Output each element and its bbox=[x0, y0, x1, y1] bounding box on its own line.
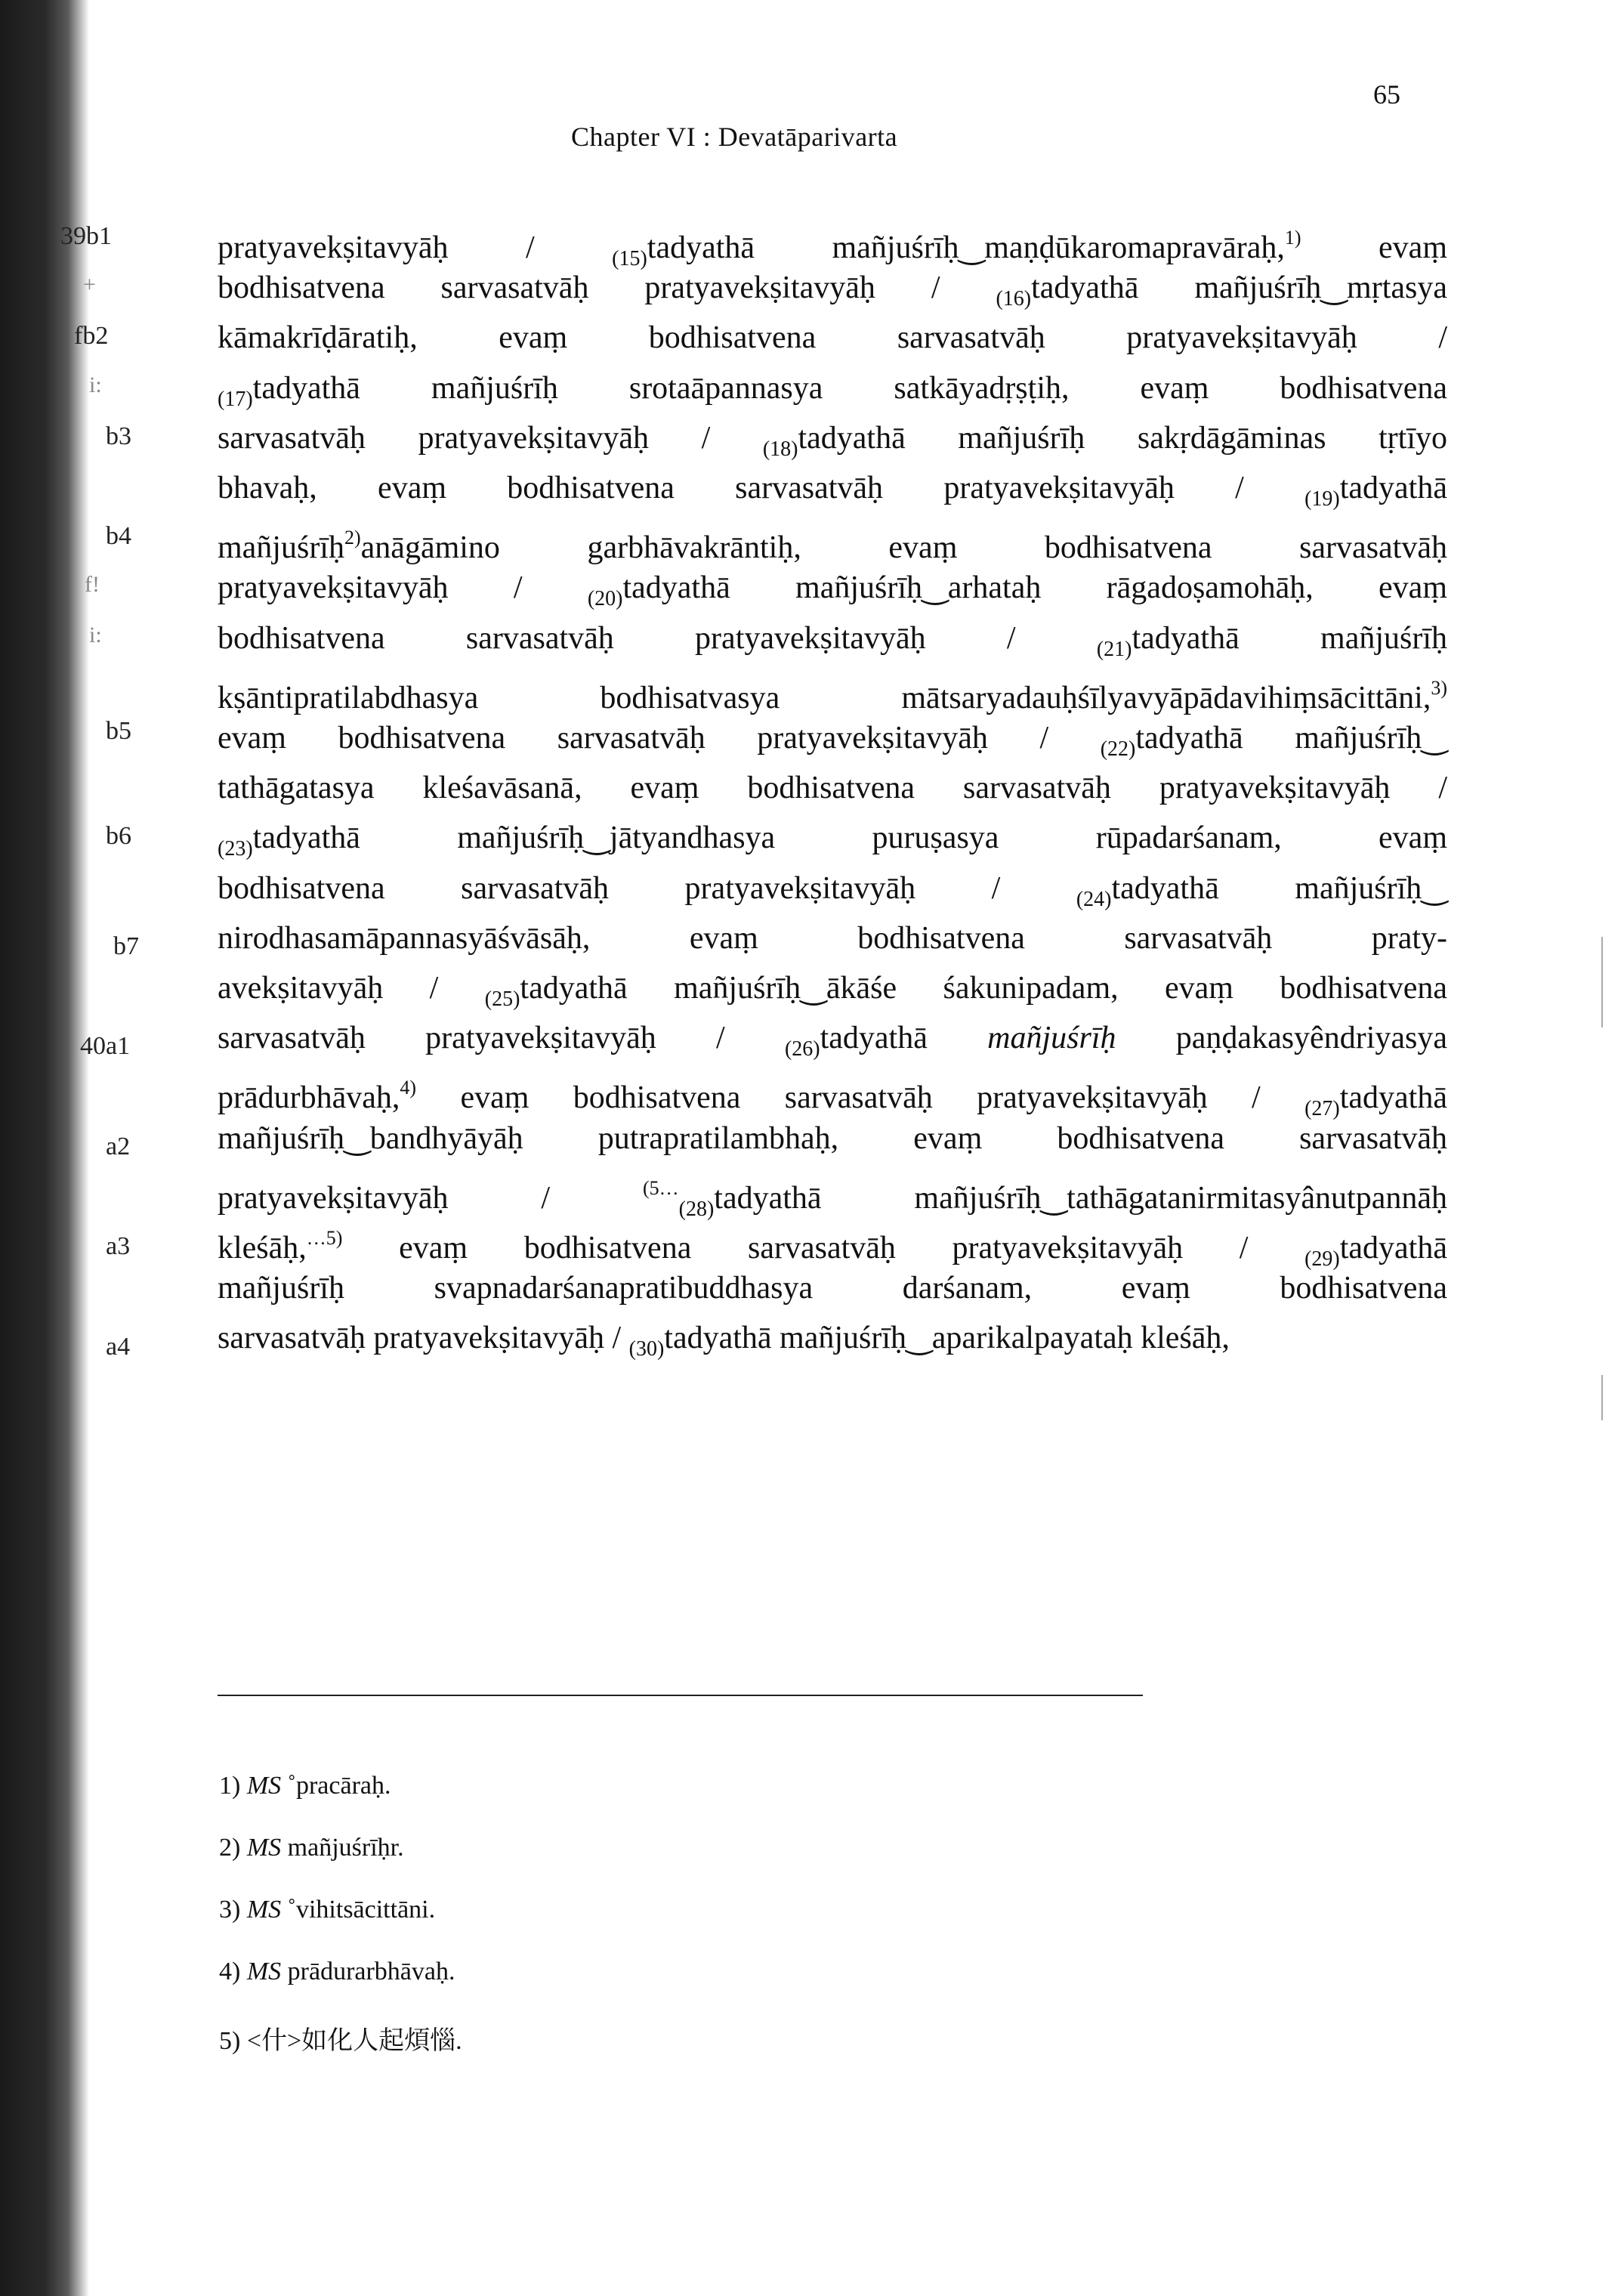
text-line bbox=[218, 469, 1447, 518]
footnote bbox=[219, 1834, 404, 1862]
text-segment: avekṣitavyāḥ / bbox=[218, 971, 485, 1006]
footnote-ref: 3) bbox=[1431, 676, 1447, 699]
text-segment: bodhisatvena sarvasatvāḥ pratyavekṣitavyāḥ / bbox=[218, 870, 1076, 906]
text-line bbox=[218, 870, 1447, 919]
text-segment: tadyathā mañjuśrīḥ bbox=[1132, 620, 1447, 656]
text-line bbox=[218, 569, 1447, 618]
text-segment: prādurbhāvaḥ, bbox=[218, 1080, 400, 1116]
folio-marker: b4 bbox=[106, 522, 131, 551]
text-segment: tadyathā bbox=[1339, 1231, 1447, 1265]
text-line bbox=[218, 369, 1447, 419]
text-segment: mañjuśrīḥ bbox=[218, 530, 344, 566]
text-line bbox=[218, 1019, 1447, 1068]
text-line bbox=[218, 1120, 1447, 1157]
footnote bbox=[219, 2019, 462, 2057]
footnote-label: 5) bbox=[219, 2027, 241, 2055]
text-segment: tadyathā mañjuśrīḥ‿ bbox=[1135, 721, 1447, 756]
text-line bbox=[218, 419, 1447, 468]
text-segment: tadyathā mañjuśrīḥ‿ākāśe śakunipadam, evaṃ bodhisatvena bbox=[520, 971, 1447, 1006]
folio-marker: i: bbox=[89, 372, 102, 397]
text-segment: tadyathā mañjuśrīḥ srotaāpannasya satkāyadṛṣṭiḥ, evaṃ bodhisatvena bbox=[252, 370, 1447, 406]
footnote-ref: 1) bbox=[1284, 227, 1301, 249]
text-line bbox=[218, 1269, 1447, 1307]
text-segment: tadyathā bbox=[1339, 1080, 1447, 1116]
text-line bbox=[218, 919, 1447, 957]
section-number: (28) bbox=[678, 1197, 715, 1221]
section-number: (29) bbox=[1304, 1247, 1340, 1271]
section-number: (19) bbox=[1304, 487, 1340, 511]
footnote-ref: …5) bbox=[306, 1227, 343, 1249]
text-line bbox=[218, 1319, 1447, 1368]
text-segment: bodhisatvena sarvasatvāḥ pratyavekṣitavyāḥ / bbox=[218, 620, 1097, 656]
text-segment: kāmakrīḍāratiḥ, evaṃ bodhisatvena sarvasatvāḥ pratyavekṣitavyāḥ / bbox=[218, 320, 1447, 356]
text-segment: mañjuśrīḥ‿bandhyāyāḥ putrapratilambhaḥ, evaṃ bodhisatvena sarvasatvāḥ bbox=[218, 1120, 1447, 1156]
text-segment: sarvasatvāḥ pratyavekṣitavyāḥ / bbox=[218, 1321, 629, 1356]
footnote-text: prādurarbhāvaḥ. bbox=[287, 1958, 455, 1985]
section-number: (18) bbox=[762, 437, 798, 461]
folio-marker: a3 bbox=[106, 1232, 131, 1261]
text-segment: kṣāntipratilabdhasya bodhisatvasya mātsaryadauḥśīlyavyāpādavihiṃsācittāni, bbox=[218, 680, 1431, 715]
text-segment: evaṃ bodhisatvena sarvasatvāḥ pratyavekṣitavyāḥ / bbox=[342, 1231, 1305, 1265]
text-segment: evaṃ bodhisatvena sarvasatvāḥ pratyavekṣitavyāḥ / bbox=[416, 1080, 1305, 1116]
text-line bbox=[218, 969, 1447, 1018]
manuscript-siglum: MS bbox=[246, 1896, 282, 1924]
text-segment: tadyathā bbox=[1339, 471, 1447, 505]
text-segment: mañjuśrīḥ bbox=[987, 1021, 1116, 1056]
text-segment: tathāgatasya kleśavāsanā, evaṃ bodhisatvena sarvasatvāḥ pratyavekṣitavyāḥ / bbox=[218, 771, 1447, 806]
section-number: (22) bbox=[1100, 737, 1136, 761]
text-segment: pratyavekṣitavyāḥ / bbox=[218, 230, 613, 265]
folio-marker: b5 bbox=[106, 717, 131, 746]
folio-marker: b7 bbox=[113, 932, 139, 961]
text-segment: pratyavekṣitavyāḥ / bbox=[218, 1180, 643, 1216]
folio-marker: b6 bbox=[106, 822, 131, 851]
text-line bbox=[218, 669, 1447, 717]
section-number: (26) bbox=[784, 1037, 820, 1061]
text-line bbox=[218, 819, 1447, 868]
text-segment: tadyathā mañjuśrīḥ‿maṇḍūkaromapravāraḥ, bbox=[647, 230, 1285, 265]
text-segment: tadyathā mañjuśrīḥ‿arhataḥ rāgadoṣamohāḥ, evaṃ bbox=[622, 570, 1447, 606]
section-number: (20) bbox=[587, 587, 623, 611]
page-number: 65 bbox=[1373, 79, 1400, 110]
text-segment: tadyathā mañjuśrīḥ‿jātyandhasya puruṣasya rūpadarśanam, evaṃ bbox=[252, 820, 1447, 856]
edge-mark bbox=[1601, 937, 1603, 1027]
text-line bbox=[218, 719, 1447, 768]
text-segment: tadyathā mañjuśrīḥ‿tathāgatanirmitasyânutpannāḥ bbox=[714, 1180, 1447, 1216]
text-segment: evaṃ bbox=[1301, 230, 1447, 265]
text-segment: anāgāmino garbhāvakrāntiḥ, evaṃ bodhisatvena sarvasatvāḥ bbox=[360, 530, 1447, 566]
footnote-rule bbox=[218, 1695, 1143, 1696]
folio-marker: i: bbox=[89, 622, 102, 647]
footnote-text: mañjuśrīḥr. bbox=[287, 1834, 404, 1862]
footnote bbox=[219, 1772, 391, 1800]
footnote-ref: (5… bbox=[642, 1176, 679, 1199]
manuscript-siglum: MS bbox=[246, 1958, 282, 1985]
folio-marker: a2 bbox=[106, 1132, 131, 1160]
folio-marker: 40a1 bbox=[80, 1032, 131, 1061]
text-line bbox=[218, 519, 1447, 567]
text-segment: evaṃ bodhisatvena sarvasatvāḥ pratyavekṣitavyāḥ / bbox=[218, 721, 1101, 756]
footnote-ref: 4) bbox=[400, 1077, 417, 1099]
section-number: (16) bbox=[996, 287, 1032, 311]
text-segment: tadyathā mañjuśrīḥ‿ bbox=[1111, 870, 1448, 906]
text-line bbox=[218, 319, 1447, 357]
folio-marker: 39b1 bbox=[60, 222, 112, 250]
footnote-text: <什>如化人起煩惱. bbox=[246, 2027, 462, 2055]
running-head: Chapter VI : Devatāparivarta bbox=[571, 122, 898, 152]
footnote-label: 1) bbox=[219, 1772, 241, 1800]
text-segment: nirodhasamāpannasyāśvāsāḥ, evaṃ bodhisatvena sarvasatvāḥ praty- bbox=[218, 920, 1447, 956]
text-line bbox=[218, 620, 1447, 669]
text-line bbox=[218, 769, 1447, 807]
text-segment: bhavaḥ, evaṃ bodhisatvena sarvasatvāḥ pratyavekṣitavyāḥ / bbox=[218, 471, 1305, 505]
text-line bbox=[218, 269, 1447, 318]
text-segment: kleśāḥ, bbox=[218, 1231, 307, 1265]
text-segment: mañjuśrīḥ svapnadarśanapratibuddhasya darśanam, evaṃ bodhisatvena bbox=[218, 1271, 1447, 1306]
footnote-label: 4) bbox=[219, 1958, 241, 1985]
footnote-label: 3) bbox=[219, 1896, 241, 1924]
manuscript-siglum: MS bbox=[246, 1834, 282, 1862]
footnote bbox=[219, 1958, 455, 1986]
manuscript-siglum: MS bbox=[246, 1772, 282, 1800]
text-segment: pratyavekṣitavyāḥ / bbox=[218, 570, 588, 606]
section-number: (17) bbox=[218, 387, 253, 411]
section-number: (25) bbox=[484, 987, 520, 1011]
text-segment: tadyathā mañjuśrīḥ sakṛdāgāminas tṛtīyo bbox=[798, 420, 1447, 456]
text-segment: tadyathā mañjuśrīḥ‿mṛtasya bbox=[1031, 270, 1448, 306]
section-number: (15) bbox=[612, 247, 647, 270]
text-segment: tadyathā bbox=[820, 1021, 988, 1056]
text-segment: bodhisatvena sarvasatvāḥ pratyavekṣitavyāḥ / bbox=[218, 270, 996, 306]
text-segment: tadyathā mañjuśrīḥ‿aparikalpayataḥ kleśāḥ, bbox=[664, 1321, 1230, 1356]
folio-marker: + bbox=[83, 272, 96, 298]
footnote-text: ˚pracāraḥ. bbox=[287, 1772, 391, 1800]
folio-marker: f! bbox=[85, 572, 100, 598]
section-number: (27) bbox=[1304, 1097, 1340, 1121]
footnote-label: 2) bbox=[219, 1834, 241, 1862]
text-segment: sarvasatvāḥ pratyavekṣitavyāḥ / bbox=[218, 1021, 785, 1056]
footnote-ref: 2) bbox=[344, 527, 361, 549]
section-number: (30) bbox=[628, 1337, 665, 1361]
folio-marker: a4 bbox=[106, 1332, 131, 1361]
text-segment: sarvasatvāḥ pratyavekṣitavyāḥ / bbox=[218, 420, 763, 456]
text-segment: paṇḍakasyêndriyasya bbox=[1116, 1021, 1447, 1056]
footnote-text: ˚vihitsācittāni. bbox=[287, 1896, 436, 1924]
section-number: (21) bbox=[1096, 637, 1132, 661]
folio-marker: fb2 bbox=[74, 322, 109, 351]
edge-mark bbox=[1601, 1375, 1603, 1420]
folio-marker: b3 bbox=[106, 422, 131, 450]
footnote bbox=[219, 1896, 435, 1924]
section-number: (24) bbox=[1076, 887, 1112, 911]
section-number: (23) bbox=[218, 837, 253, 861]
